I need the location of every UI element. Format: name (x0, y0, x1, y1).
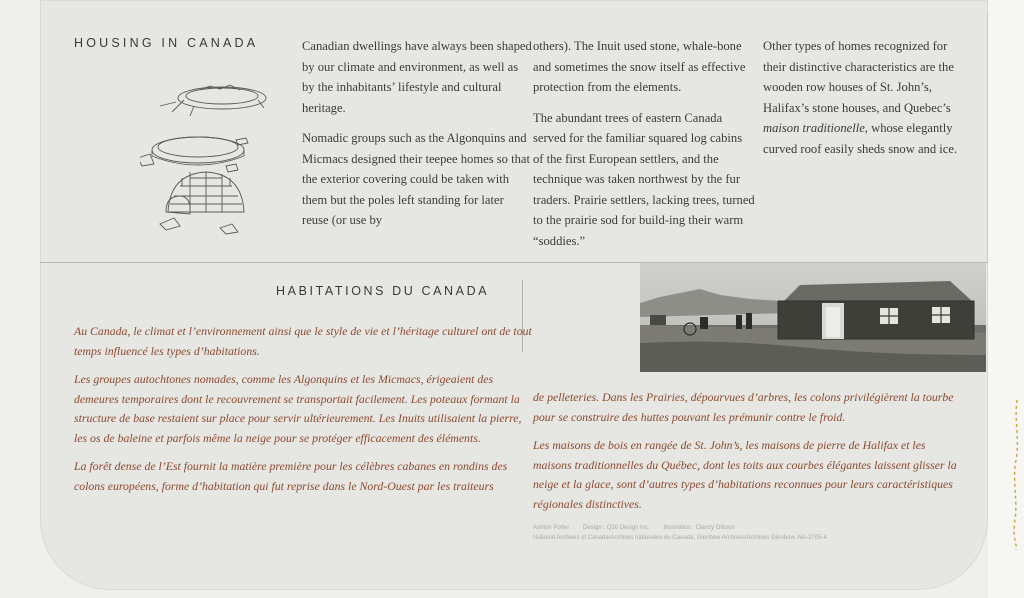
english-paragraph: others). The Inuit used stone, whale-bone and sometimes the snow itself as effective protection from the elements. (533, 39, 746, 94)
french-column-2 (533, 388, 963, 523)
english-text: Other types of homes recognized for their distinctive characteristics are the wooden row houses of St. John’s, Halifax’s stone houses, and Quebec’s (763, 39, 954, 115)
column-rule (987, 14, 988, 262)
english-text: , whose elegantly curved roof easily sheds snow and ice. (763, 121, 958, 156)
gold-edge-mark (1012, 400, 1022, 550)
english-paragraph: Canadian dwellings have always been shaped by our climate and environment, as well as by the inhabitants’ lifestyle and cultural heritage. (302, 39, 532, 115)
english-paragraph: Nomadic groups such as the Algonquins and Micmacs designed their teepee homes so that the exterior covering could be taken with them but the poles left standing for later reuse (or use by (302, 131, 531, 227)
french-paragraph: La forêt dense de l’Est fournit la matière première pour les célèbres cabanes en rondins des colons européens, forme d’habitation qui fut reprise dans le Nord-Ouest par les traiteurs (74, 459, 508, 493)
sod-house-photo (640, 263, 986, 372)
french-column-1 (74, 322, 534, 505)
credits (533, 523, 953, 543)
credit-printer: Ashton Potter (533, 525, 570, 531)
english-heading: HOUSING IN CANADA (74, 36, 259, 50)
english-paragraph: The abundant trees of eastern Canada served for the familiar squared log cabins of the first European settlers, and the technique was taken northwest by the fur traders. Prairie settlers, lacking trees, turned to the prairie sod for build-ing their warm “soddies.” (533, 110, 755, 248)
english-column-2 (533, 36, 755, 261)
credits-line-2: National Archives of Canada/Archives nationales du Canada; Glenbow Archives/Archives Glenbow, NA-2705-4 (533, 535, 827, 541)
credit-design: Design : Q30 Design Inc. (583, 525, 650, 531)
english-paragraph (763, 36, 973, 159)
french-paragraph: Au Canada, le climat et l’environnement ainsi que le style de vie et l’héritage culturel ont de tout temps influencé les types d’habitations. (74, 324, 532, 358)
french-paragraph: de pelleteries. Dans les Prairies, dépourvues d’arbres, les colons privilégièrent la tourbe pour se construire des huttes pouvant les prémunir contre le froid. (533, 390, 954, 424)
dwellings-illustration (140, 78, 280, 243)
french-heading: HABITATIONS DU CANADA (276, 284, 490, 298)
english-column-1 (302, 36, 532, 241)
french-paragraph: Les groupes autochtones nomades, comme les Algonquins et les Micmacs, érigeaient des demeures temporaires dont le recouvrement se transportait facilement. Les poteaux formant la structure de base restaient sur place pour servir ultérieurement. Les Inuits utilisaient la pierre, les os de baleine et parfois même la neige pour se protéger efficacement des éléments. (74, 372, 522, 445)
english-italic-term: maison traditionelle (763, 121, 865, 135)
credit-illustration: Illustration : Clancy Gibson (663, 525, 735, 531)
english-column-3 (763, 36, 973, 169)
french-paragraph: Les maisons de bois en rangée de St. John’s, les maisons de pierre de Halifax et les maisons traditionnelles du Québec, dont les toits aux courbes élégantes laissent glisser la neige et la glace, sont d’autres types d’habitations reconnues pour leurs caractéristiques régionales distinctives. (533, 438, 957, 511)
credits-line-1 (533, 523, 953, 533)
